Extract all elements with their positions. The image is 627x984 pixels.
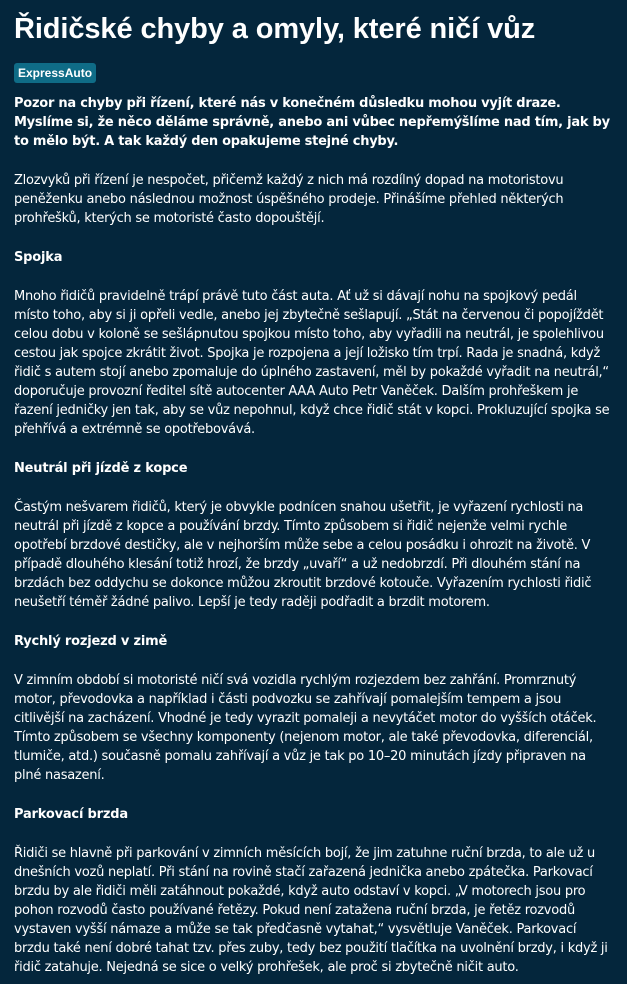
section-heading-rychly-rozjezd: Rychlý rozjezd v zimě — [14, 634, 168, 649]
source-badge-label[interactable]: ExpressAuto — [14, 63, 96, 83]
section-heading-parkovaci-brzda: Parkovací brzda — [14, 807, 128, 822]
section-heading-spojka: Spojka — [14, 250, 63, 265]
section-text-rychly-rozjezd: V zimním období si motoristé ničí svá vozidla rychlým rozjezdem bez zahřání. Promrznutý motor, převodovka a například i části podvozku se zahřívají pomalejším tempem a jsou citlivější na zacházení. Vhodné je tedy vyrazit pomaleji a nevytáčet motor do vyšších otáček. Tímto způsobem se všechny komponenty (nejenom motor, ale také převodovka, diferenciál, tlumiče, atd.) současně pomalu zahřívají a vůz je tak po 10–20 minutách jízdy připraven na plné nasazení. — [14, 673, 597, 783]
article-intro: Zlozvyků při řízení je nespočet, přičemž každý z nich má rozdílný dopad na motoristovu peněženku anebo následnou možnost úspěšného prodeje. Přinášíme přehled některých prohřešků, kterých se motoristé často dopouštějí. — [14, 173, 564, 226]
section-text-parkovaci-brzda: Řidiči se hlavně při parkování v zimních měsících bojí, že jim zatuhne ruční brzda, to ale už u dnešních vozů neplatí. Při stání na rovině stačí zařazená jednička anebo zpátečka. Parkovací brzdu by ale řidiči měli zatáhnout pokaždé, když auto odstaví v kopci. „V motorech jsou pro pohon rozvodů často používané řetězy. Pokud není zatažena ruční brzda, je řetěz rozvodů vystaven vyšší námaze a může se tak předčasně vytahat,“ vysvětluje Vaněček. Parkovací brzdu také není dobré tahat tzv. přes zuby, tedy bez použití tlačítka na uvolnění brzdy, i když ji řidič zatahuje. Nejedná se sice o velký prohřešek, ale proč si zbytečně ničit auto. — [14, 846, 608, 975]
section-heading-neutral: Neutrál při jízdě z kopce — [14, 461, 188, 476]
section-text-spojka: Mnoho řidičů pravidelně trápí právě tuto část auta. Ať už si dávají nohu na spojkový pedál místo toho, aby si ji opřeli vedle, anebo jej zbytečně sešlapují. „Stát na červenou či popojíždět celou dobu v koloně se sešlápnutou spojkou místo toho, aby vyřadili na neutrál, je spolehlivou cestou jak spojce zkrátit život. Spojka je rozpojena a její ložisko tím trpí. Rada je snadná, když řidič s autem stojí anebo zpomaluje do úplného zastavení, měl by pokaždé vyřadit na neutrál,“ doporučuje provozní ředitel sítě autocenter AAA Auto Petr Vaněček. Dalším prohřeškem je řazení jedničky jen tak, aby se vůz nepohnul, když chce řidič stát v kopci. Prokluzující spojka se přehřívá a extrémně se opotřebovává. — [14, 289, 610, 437]
source-badge[interactable] — [14, 62, 611, 94]
article-lead: Pozor na chyby při řízení, které nás v konečném důsledku mohou vyjít draze. Myslíme si, že něco děláme správně, anebo ani vůbec nepřemýšlíme nad tím, jak by to mělo být. A tak každý den opakujeme stejné chyby. — [14, 96, 610, 149]
section-text-neutral: Častým nešvarem řidičů, který je obvykle podnícen snahou ušetřit, je vyřazení rychlosti na neutrál při jízdě z kopce a používání brzdy. Tímto způsobem si řidič nejenže velmi rychle opotřebí brzdové destičky, ale v nejhorším může sebe a celou posádku i ohrozit na životě. V případě dlouhého klesání totiž hrozí, že brzdy „uvaří“ a už nedobrzdí. Při dlouhém stání na brzdách bez oddychu se dokonce můžou zkroutit brzdové kotouče. Vyřazením rychlosti řidič neušetří téměř žádné palivo. Lepší je tedy raději podřadit a brzdit motorem. — [14, 500, 592, 610]
article-title: Řidičské chyby a omyly, které ničí vůz — [14, 13, 536, 45]
